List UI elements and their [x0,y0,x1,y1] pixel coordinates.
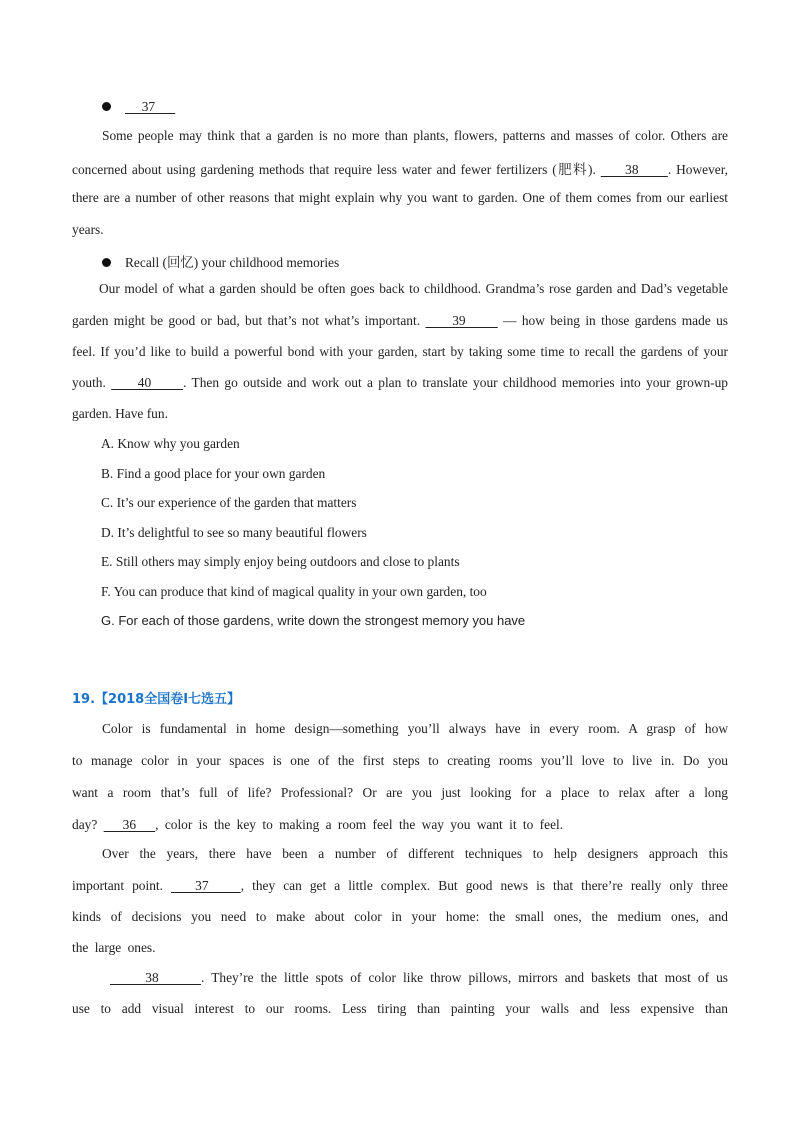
text-line: garden. Have fun. [72,406,168,421]
text-line: feel. If you’d like to build a powerful bond with your garden, start by taking some time to recall the gardens of your [72,344,728,359]
option-b: B. Find a good place for your own garden [101,466,326,481]
bullet-item-37 [102,99,175,115]
blank-39: 39 [425,313,498,328]
blank-40: 40 [111,375,184,390]
blank-37b: 37 [171,878,241,893]
text-line: kinds of decisions you need to make about color in your home: the small ones, the medium ones, and [72,909,728,924]
option-a: A. Know why you garden [101,436,240,451]
text-span: — how being in those gardens made us [497,313,728,328]
bullet-item-recall [102,252,339,271]
text-line [110,970,728,986]
text-span: , color is the key to making a room feel the way you want it to feel. [155,817,564,832]
bullet-text: Recall (回忆) your childhood memories [125,255,340,270]
option-g: G. For each of those gardens, write down the strongest memory you have [101,613,526,628]
blank-36: 36 [103,817,156,832]
text-line [72,375,728,391]
text-line: want a room that’s full of life? Professional? Or are you just looking for a place to relax after a long [72,785,728,800]
option-d: D. It’s delightful to see so many beautiful flowers [101,525,367,540]
text-line [72,817,563,833]
text-line [72,313,728,329]
text-line: there are a number of other reasons that might explain why you want to garden. One of them comes from our earliest [72,190,728,205]
text-line: Color is fundamental in home design—something you’ll always have in every room. A grasp of how [102,721,728,736]
text-line: years. [72,222,104,237]
bullet-icon [102,258,111,267]
text-line [72,878,728,894]
text-line: to manage color in your spaces is one of the first steps to creating rooms you’ll love to live in. Do you [72,753,728,768]
blank-37: 37 [125,99,176,114]
text-span: youth. [72,375,106,390]
text-span: day? [72,817,98,832]
text-line: Our model of what a garden should be often goes back to childhood. Grandma’s rose garden and Dad’s vegetable [99,281,728,296]
text-line: Over the years, there have been a number of different techniques to help designers approach this [102,846,728,861]
text-span: . They’re the little spots of color like throw pillows, mirrors and baskets that most of us [201,970,728,985]
text-span: concerned about using gardening methods that require less water and fewer fertilizers (肥料). [72,162,596,177]
text-line: the large ones. [72,940,156,955]
blank-38b: 38 [110,970,202,985]
text-span: important point. [72,878,163,893]
text-span: . Then go outside and work out a plan to translate your childhood memories into your grown-up [183,375,728,390]
option-f: F. You can produce that kind of magical quality in your own garden, too [101,584,487,599]
blank-38: 38 [600,162,668,177]
text-line: use to add visual interest to our rooms. Less tiring than painting your walls and less expensive than [72,1001,728,1016]
text-line: Some people may think that a garden is no more than plants, flowers, patterns and masses of color. Others are [102,128,728,143]
text-span: garden might be good or bad, but that’s not what’s important. [72,313,421,328]
option-e: E. Still others may simply enjoy being outdoors and close to plants [101,554,460,569]
option-c: C. It’s our experience of the garden that matters [101,495,357,510]
text-span: , they can get a little complex. But good news is that there’re really only three [240,878,728,893]
bullet-icon [102,102,111,111]
text-line [72,159,728,178]
section-heading: 19.【2018全国卷I七选五】 [72,692,241,707]
text-span: . However, [667,162,728,177]
